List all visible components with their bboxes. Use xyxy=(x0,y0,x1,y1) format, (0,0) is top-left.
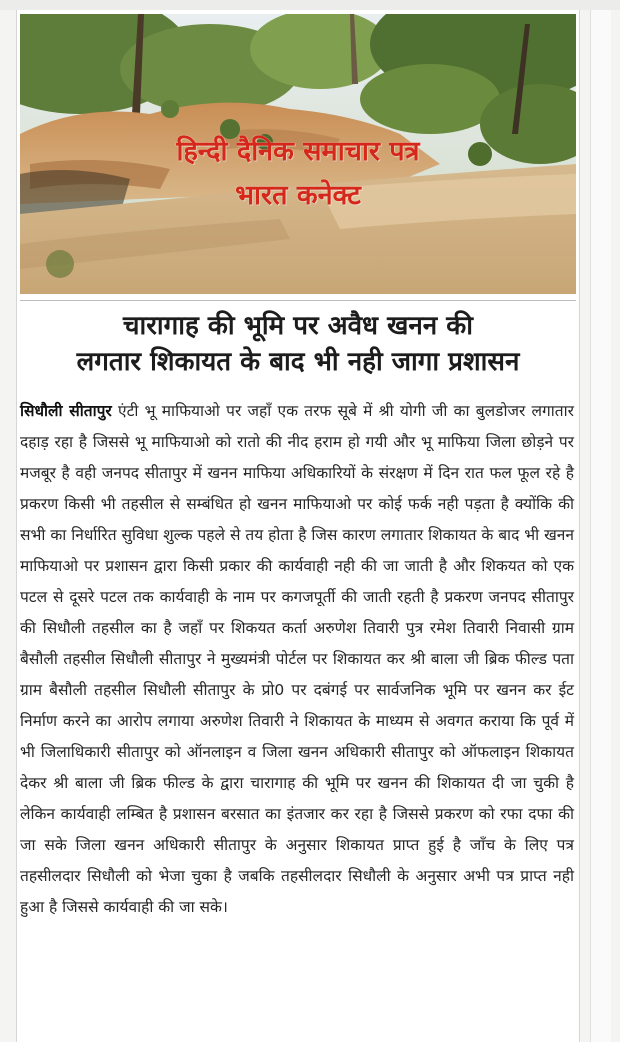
news-article xyxy=(16,10,580,1042)
article-body-text: एंटी भू माफियाओ पर जहाँ एक तरफ सूबे में श्री योगी जी का बुलडोजर लगातार दहाड़ रहा है जिससे भू माफियाओ को रातो की नीद हराम हो गयी और भू माफिया जिला छोड़ने पर मजबूर है वही जनपद सीतापुर में खनन माफिया अधिकारियों के संरक्षण में दिन रात फल फूल रहे है प्रकरण किसी भी तहसील से सम्बंधित हो खनन माफियाओ पर कोई फर्क नही पड़ता है क्योंकि की सभी का निर्धारित सुविधा शुल्क पहले से तय होता है जिस कारण लगातार शिकायत के बाद भी खनन माफियाओ पर प्रशासन द्वारा किसी प्रकार की कार्यवाही नही की जा जाती है और शिकयत को एक पटल से दूसरे पटल तक कार्यवाही के नाम पर कगजपूर्ती की जाती रहती है प्रकरण जनपद सीतापुर की सिधौली तहसील का है जहाँ पर शिकयत कर्ता अरुणेश तिवारी पुत्र रमेश तिवारी निवासी ग्राम बैसौली तहसील सिधौली सीतापुर ने मुख्यमंत्री पोर्टल पर शिकायत कर श्री बाला जी ब्रिक फील्ड पता ग्राम बैसौली तहसील सिधौली सीतापुर के प्रो0 पर दबंगई पर सार्वजनिक भूमि पर खनन कर ईट निर्माण करने का आरोप लगाया अरुणेश तिवारी ने शिकायत के माध्यम से अवगत कराया कि पूर्व में भी जिलाधिकारी सीतापुर को ऑनलाइन व जिला खनन अधिकारी सीतापुर को ऑफलाइन शिकायत देकर श्री बाला जी ब्रिक फील्ड के द्वारा चारागाह की भूमि पर खनन की शिकायत दी जा चुकी है लेकिन कार्यवाही लम्बित है प्रशासन बरसात का इंतजार कर रहा है जिससे प्रकरण को रफा दफा की जा सके जिला खनन अधिकारी सीतापुर के अनुसार शिकायत प्राप्त हुई है जाँच के लिए पत्र तहसीलदार सिधौली को भेजा चुका है जबकि तहसीलदार सिधौली के अनुसार अभी पत्र प्राप्त नही हुआ है जिससे कार्यवाही की जा सके। xyxy=(20,402,574,916)
headline-line1: चारागाह की भूमि पर अवैध खनन की xyxy=(123,311,473,341)
dateline: सिधौली सीतापुर xyxy=(20,402,112,420)
watermark-line2: भारत कनेक्ट xyxy=(235,180,361,211)
headline-line2: लगतार शिकायत के बाद भी नही जागा प्रशासन xyxy=(76,347,520,377)
article-body xyxy=(20,396,574,923)
photo-divider xyxy=(20,300,576,301)
previous-article-cutoff xyxy=(0,0,620,10)
adjacent-column-edge xyxy=(590,10,611,1042)
article-headline xyxy=(25,308,571,380)
newspaper-watermark xyxy=(20,130,576,218)
watermark-line1: हिन्दी दैनिक समाचार पत्र xyxy=(176,136,420,167)
article-photo xyxy=(20,14,576,294)
